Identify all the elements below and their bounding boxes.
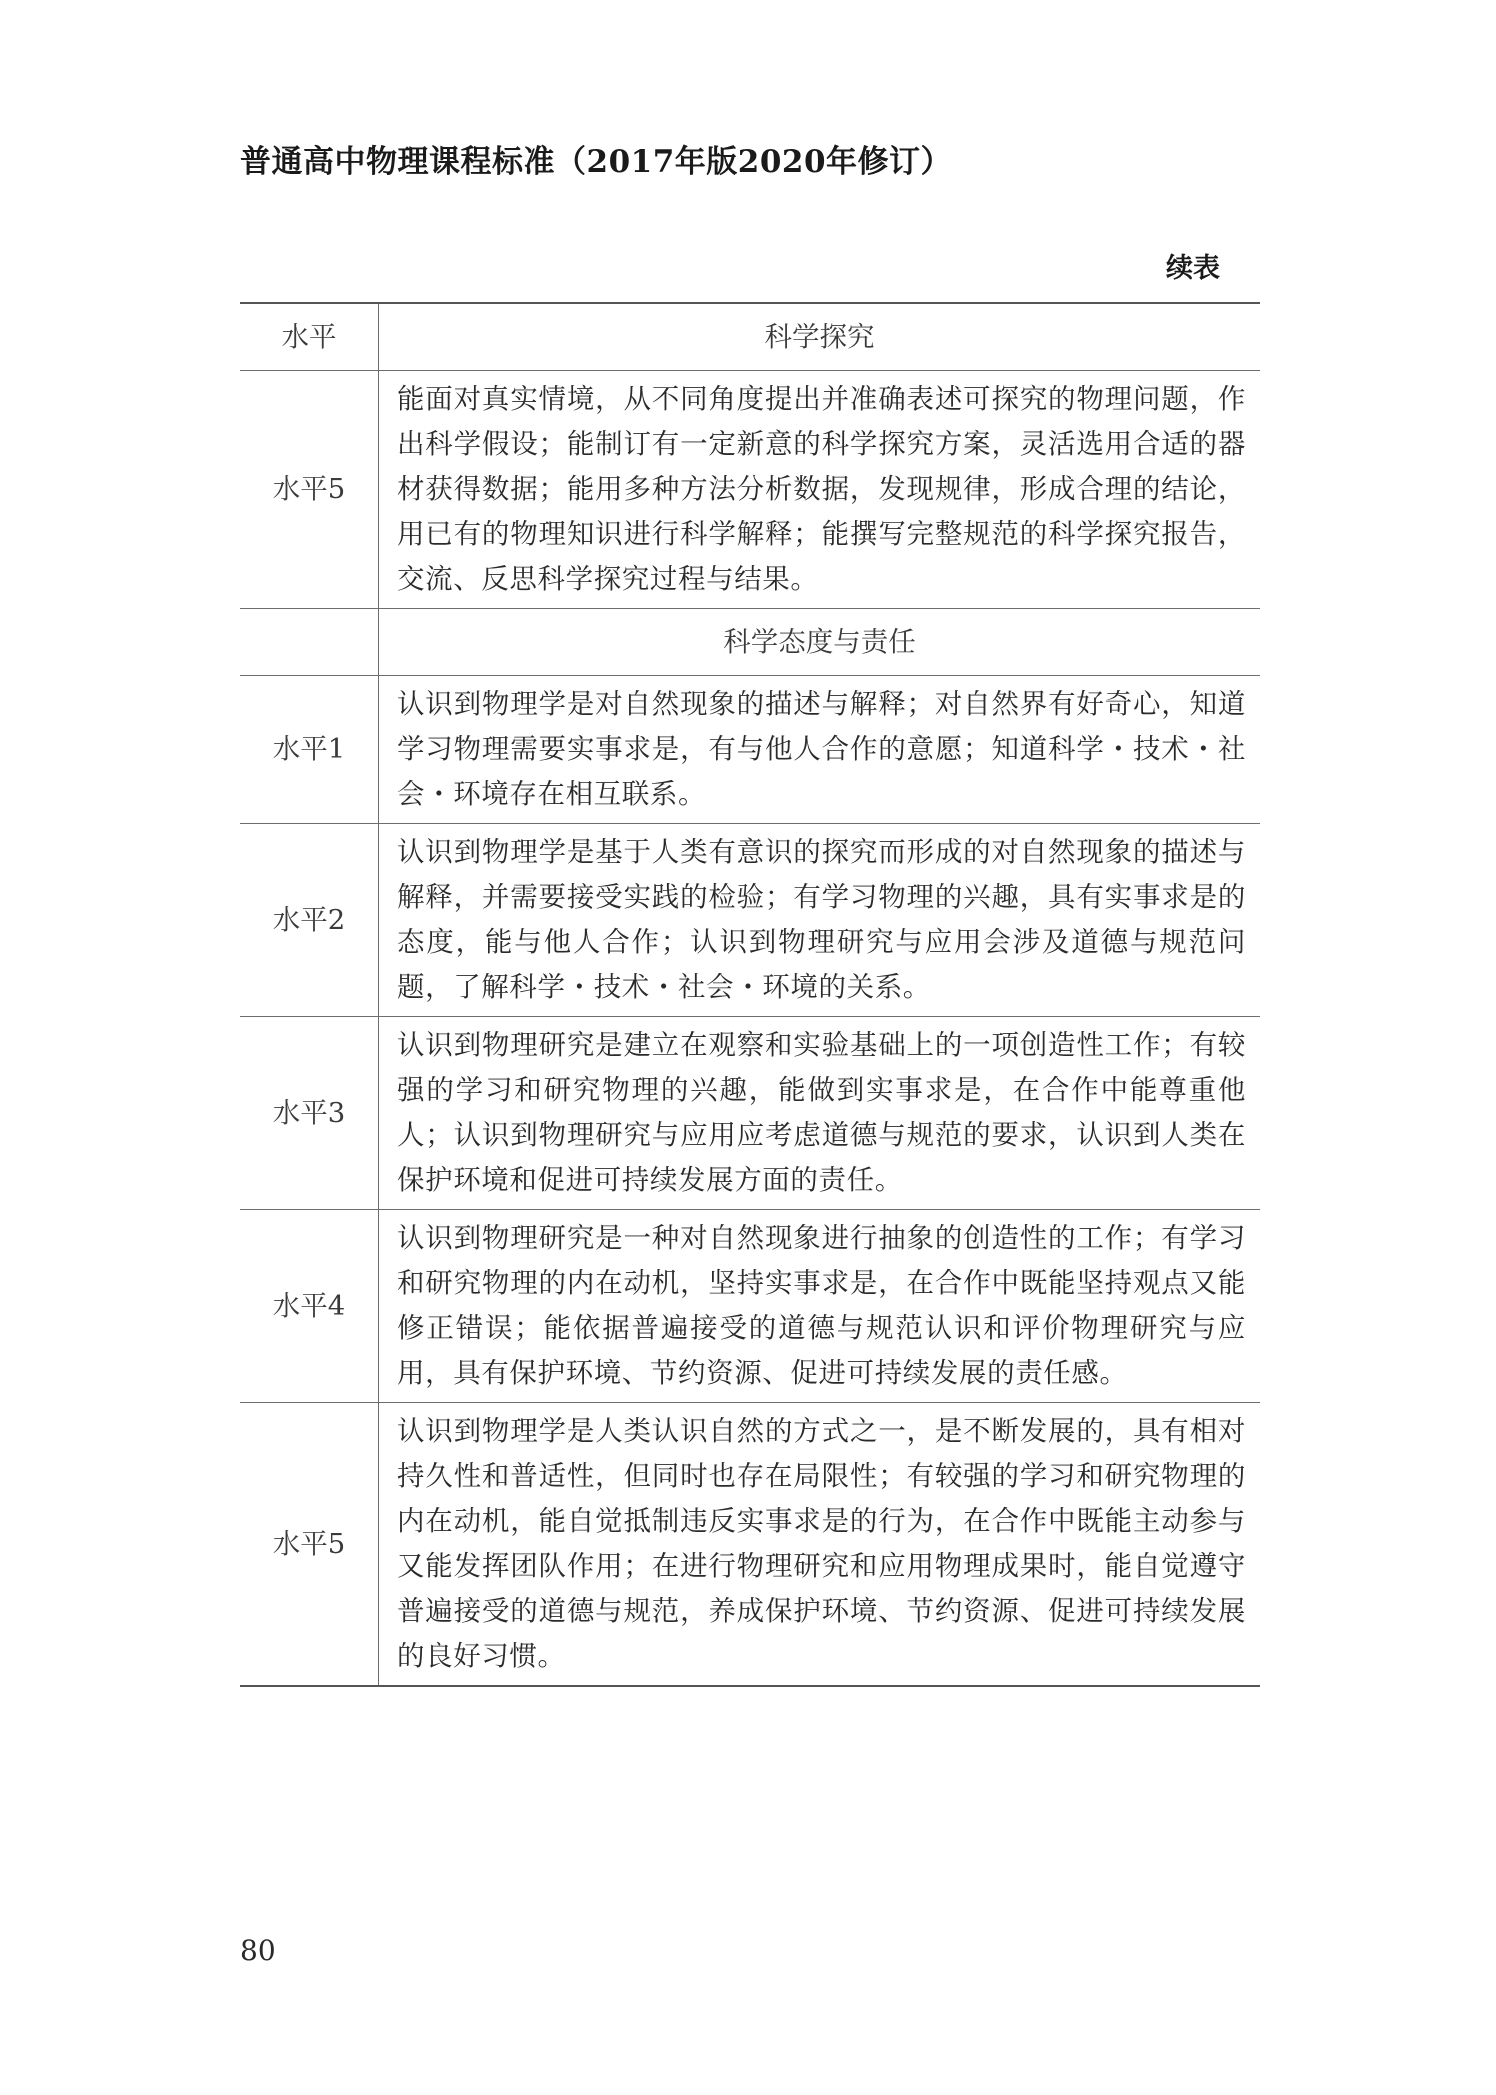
- level-cell: 水平5: [240, 371, 379, 609]
- table-section-row: [240, 609, 1260, 676]
- table-row: [240, 676, 1260, 824]
- description-cell: 能面对真实情境，从不同角度提出并准确表述可探究的物理问题，作出科学假设；能制订有一定新意的科学探究方案，灵活选用合适的器材获得数据；能用多种方法分析数据，发现规律，形成合理的结论，用已有的物理知识进行科学解释；能撰写完整规范的科学探究报告，交流、反思科学探究过程与结果。: [379, 371, 1261, 609]
- description-cell: 认识到物理学是对自然现象的描述与解释；对自然界有好奇心，知道学习物理需要实事求是，有与他人合作的意愿；知道科学・技术・社会・环境存在相互联系。: [379, 676, 1261, 824]
- empty-level-cell: [240, 609, 379, 676]
- section-header-scientific-inquiry: 科学探究: [379, 303, 1261, 371]
- level-cell: 水平4: [240, 1210, 379, 1403]
- level-cell: 水平2: [240, 824, 379, 1017]
- description-cell: 认识到物理学是人类认识自然的方式之一，是不断发展的，具有相对持久性和普适性，但同时也存在局限性；有较强的学习和研究物理的内在动机，能自觉抵制违反实事求是的行为，在合作中既能主动参与又能发挥团队作用；在进行物理研究和应用物理成果时，能自觉遵守普遍接受的道德与规范，养成保护环境、节约资源、促进可持续发展的良好习惯。: [379, 1403, 1261, 1687]
- table-row: [240, 824, 1260, 1017]
- continued-table-label: 续表: [1166, 253, 1220, 284]
- description-cell: 认识到物理研究是一种对自然现象进行抽象的创造性的工作；有学习和研究物理的内在动机，坚持实事求是，在合作中既能坚持观点又能修正错误；能依据普遍接受的道德与规范认识和评价物理研究与应用，具有保护环境、节约资源、促进可持续发展的责任感。: [379, 1210, 1261, 1403]
- table-row: [240, 371, 1260, 609]
- table-row: [240, 1210, 1260, 1403]
- description-cell: 认识到物理学是基于人类有意识的探究而形成的对自然现象的描述与解释，并需要接受实践的检验；有学习物理的兴趣，具有实事求是的态度，能与他人合作；认识到物理研究与应用会涉及道德与规范问题，了解科学・技术・社会・环境的关系。: [379, 824, 1261, 1017]
- table-header-row: [240, 303, 1260, 371]
- level-cell: 水平1: [240, 676, 379, 824]
- page-number: 80: [240, 1934, 276, 1967]
- table-row: [240, 1403, 1260, 1687]
- description-cell: 认识到物理研究是建立在观察和实验基础上的一项创造性工作；有较强的学习和研究物理的兴趣，能做到实事求是，在合作中能尊重他人；认识到物理研究与应用应考虑道德与规范的要求，认识到人类在保护环境和促进可持续发展方面的责任。: [379, 1017, 1261, 1210]
- level-cell: 水平3: [240, 1017, 379, 1210]
- standards-table: [240, 302, 1260, 1687]
- section-header-attitude-responsibility: 科学态度与责任: [379, 609, 1261, 676]
- running-header-title: 普通高中物理课程标准（2017年版2020年修订）: [240, 144, 953, 180]
- level-cell: 水平5: [240, 1403, 379, 1687]
- level-column-header: 水平: [240, 303, 379, 371]
- table-row: [240, 1017, 1260, 1210]
